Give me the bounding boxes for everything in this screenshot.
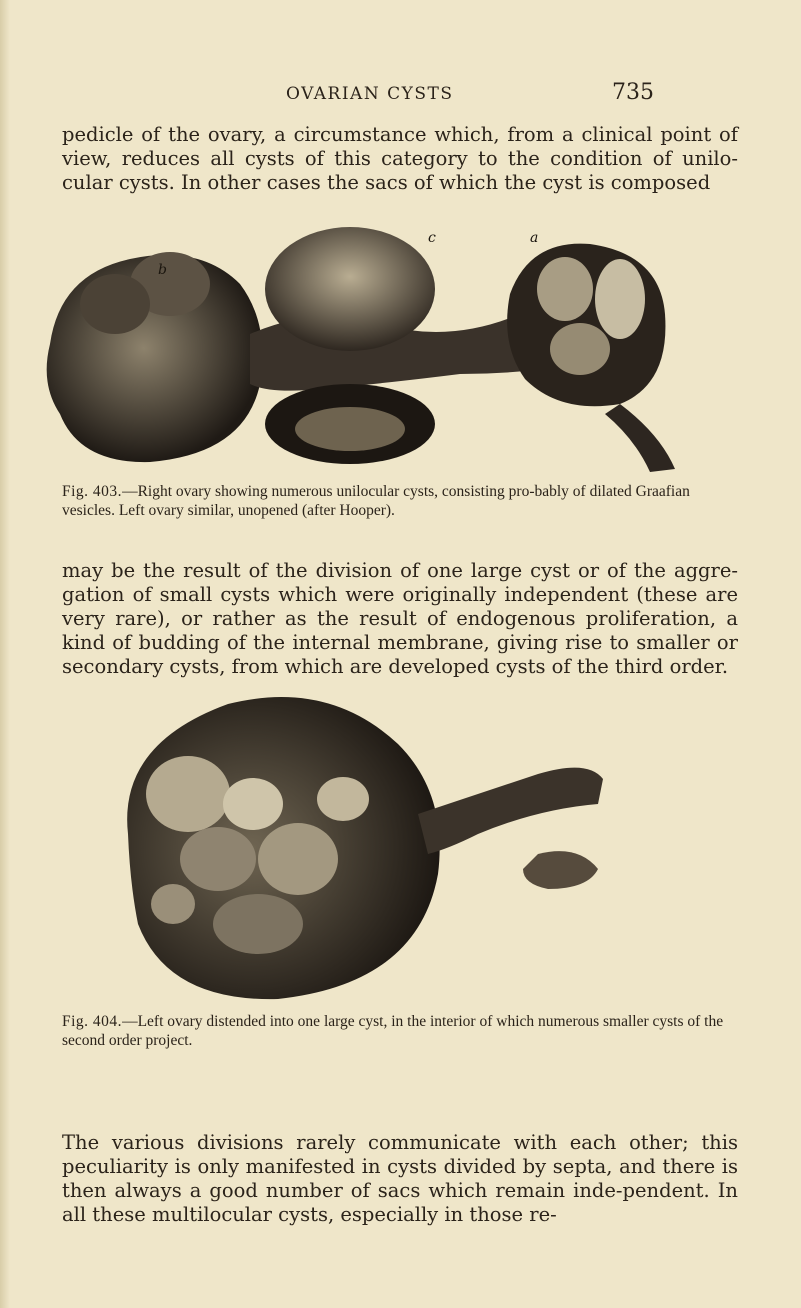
label-c: c: [428, 230, 436, 246]
figure-404-illustration: [118, 684, 610, 1002]
figure-404-caption: [62, 1012, 738, 1050]
secondary-cyst: [213, 894, 303, 954]
caption-text: —Right ovary showing numerous unilocular cysts, consisting pro-bably of dilated Graafian vesicles. Left ovary similar, unopened (after Hooper).: [62, 483, 690, 519]
cyst-interior: [537, 257, 593, 321]
figure-403-caption: [62, 482, 738, 520]
paragraph-2: may be the result of the division of one large cyst or of the aggre-gation of small cysts which were originally independent (these are very rare), or rather as the result of endogenous proliferation, a kind of budding of the internal membrane, giving rise to smaller or secondary cysts, from which are developed cysts of the third order.: [62, 559, 738, 678]
cyst-lobe: [80, 274, 150, 334]
page-edge: [0, 0, 10, 1308]
secondary-cyst: [223, 778, 283, 830]
paragraph-1: pedicle of the ovary, a circumstance which, from a clinical point of view, reduces all cysts of this category to the condition of unilo-cular cysts. In other cases the sacs of which the cyst is composed: [62, 123, 738, 194]
paragraph-3: The various divisions rarely communicate with each other; this peculiarity is only manifested in cysts divided by septa, and there is then always a good number of sacs which remain inde-pendent. In all these multilocular cysts, especially in those re-: [62, 1131, 738, 1226]
caption-label: Fig. 403.: [62, 483, 123, 500]
figure-403-illustration: [20, 214, 700, 476]
page-number: 735: [612, 80, 654, 105]
caption-text: —Left ovary distended into one large cyst, in the interior of which numerous smaller cysts of the second order project.: [62, 1013, 724, 1049]
label-a: a: [530, 230, 539, 246]
uterus-dome: [265, 227, 435, 351]
uterus-cavity: [295, 407, 405, 451]
cyst-interior: [595, 259, 645, 339]
tube-extension: [418, 768, 603, 854]
label-b: b: [158, 262, 167, 278]
ligament-tail: [605, 404, 675, 472]
secondary-cyst: [180, 827, 256, 891]
secondary-cyst: [317, 777, 369, 821]
caption-label: Fig. 404.: [62, 1013, 123, 1030]
secondary-cyst: [151, 884, 195, 924]
running-title: OVARIAN CYSTS: [286, 84, 454, 104]
cyst-interior: [550, 323, 610, 375]
secondary-cyst: [146, 756, 230, 832]
running-header: [0, 78, 801, 108]
secondary-cyst: [258, 823, 338, 895]
fimbria: [523, 851, 598, 889]
